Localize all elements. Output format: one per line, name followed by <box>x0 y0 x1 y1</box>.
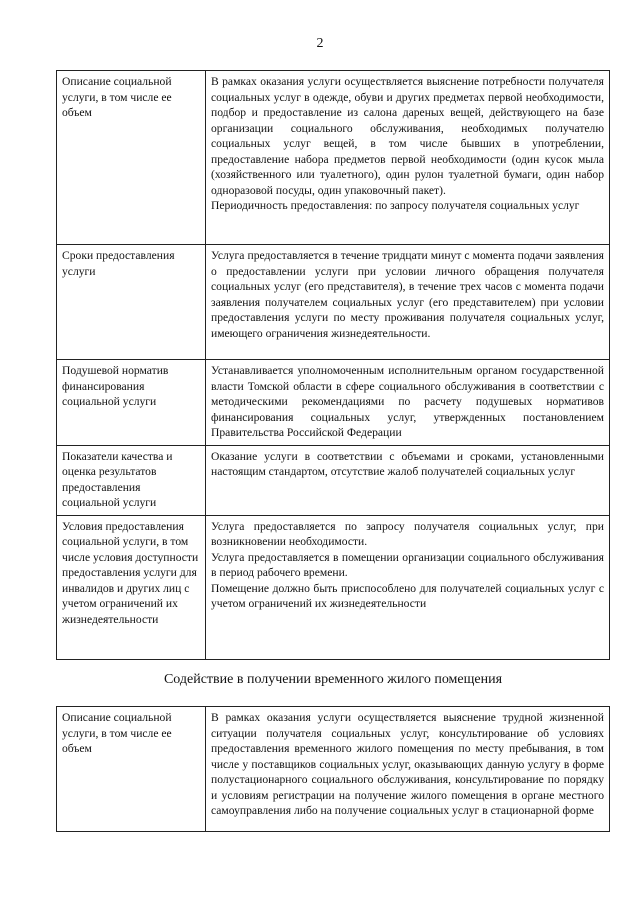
table-row <box>57 515 610 659</box>
page-number: 2 <box>316 36 324 51</box>
row-content <box>206 515 610 659</box>
service-standard-table <box>56 70 610 660</box>
paragraph: Услуга предоставляется в помещении организации социального обслуживания в период рабочего времени. <box>211 550 604 579</box>
row-content <box>206 71 610 245</box>
row-label: Описание социальной услуги, в том числе ее объем <box>57 707 206 832</box>
paragraph: Оказание услуги в соответствии с объемами и сроками, установленными настоящим стандартом, отсутствие жалоб получателей социальных услуг <box>211 449 604 478</box>
table-row <box>57 360 610 446</box>
table-row <box>57 445 610 515</box>
row-content <box>206 707 610 832</box>
paragraph: Услуга предоставляется по запросу получателя социальных услуг, при возникновении необходимости. <box>211 519 604 548</box>
paragraph: Периодичность предоставления: по запросу получателя социальных услуг <box>211 199 580 212</box>
section-title: Содействие в получении временного жилого помещения <box>163 672 503 687</box>
paragraph: В рамках оказания услуги осуществляется выяснение трудной жизненной ситуации получателя социальных услуг, консультирование об условиях предоставления временного жилого помещения по месту пребывания, в том числе у поставщиков социальных услуг, оказывающих данную услугу в форме полустационарного социального обслуживания, консультирование по порядку и условиям регистрации на получение жилого помещения в органе местного самоуправления либо на получение социальных услуг в стационарной форме <box>211 711 604 817</box>
paragraph: Устанавливается уполномоченным исполнительным органом государственной власти Томской области в сфере социального обслуживания в соответствии с методическими рекомендациями по расчету подушевых нормативов финансирования социальных услуг, утвержденных постановлением Правительства Российской Федерации <box>211 364 604 439</box>
table-row <box>57 707 610 832</box>
row-label: Сроки предоставления услуги <box>57 245 206 360</box>
row-label: Условия предоставления социальной услуги, в том числе условия доступности предоставления услуги для инвалидов и других лиц с учетом ограничений их жизнедеятельности <box>57 515 206 659</box>
paragraph: Помещение должно быть приспособлено для получателей социальных услуг с учетом ограничений их жизнедеятельности <box>211 581 604 610</box>
paragraph: Услуга предоставляется в течение тридцати минут с момента подачи заявления о предоставлении услуги при условии личного обращения получателя социальных услуг (его представителя), в течение трех часов с момента подачи заявления получателем социальных услуг (его представителем) при условии предоставления услуги по месту проживания получателя социальных услуг, имеющего ограничения жизнедеятельности. <box>211 249 604 340</box>
row-label: Подушевой норматив финансирования социальной услуги <box>57 360 206 446</box>
row-label: Описание социальной услуги, в том числе ее объем <box>57 71 206 245</box>
row-content <box>206 445 610 515</box>
table-row <box>57 71 610 245</box>
paragraph: В рамках оказания услуги осуществляется выяснение потребности получателя социальных услуг в одежде, обуви и других предметах первой необходимости, подбор и предоставление из салона дареных вещей, действующего на базе организации социального обслуживания, необходимых получателю социальных услуг вещей, в том числе бывших в употреблении, предоставление набора предметов первой необходимости (один кусок мыла (хозяйственного или туалетного), один рулон туалетной бумаги, один набор одноразовой посуды, один упаковочный пакет). <box>211 75 604 197</box>
table-row <box>57 245 610 360</box>
service-standard-table-2 <box>56 706 610 832</box>
row-content <box>206 245 610 360</box>
row-content <box>206 360 610 446</box>
row-label: Показатели качества и оценка результатов предоставления социальной услуги <box>57 445 206 515</box>
